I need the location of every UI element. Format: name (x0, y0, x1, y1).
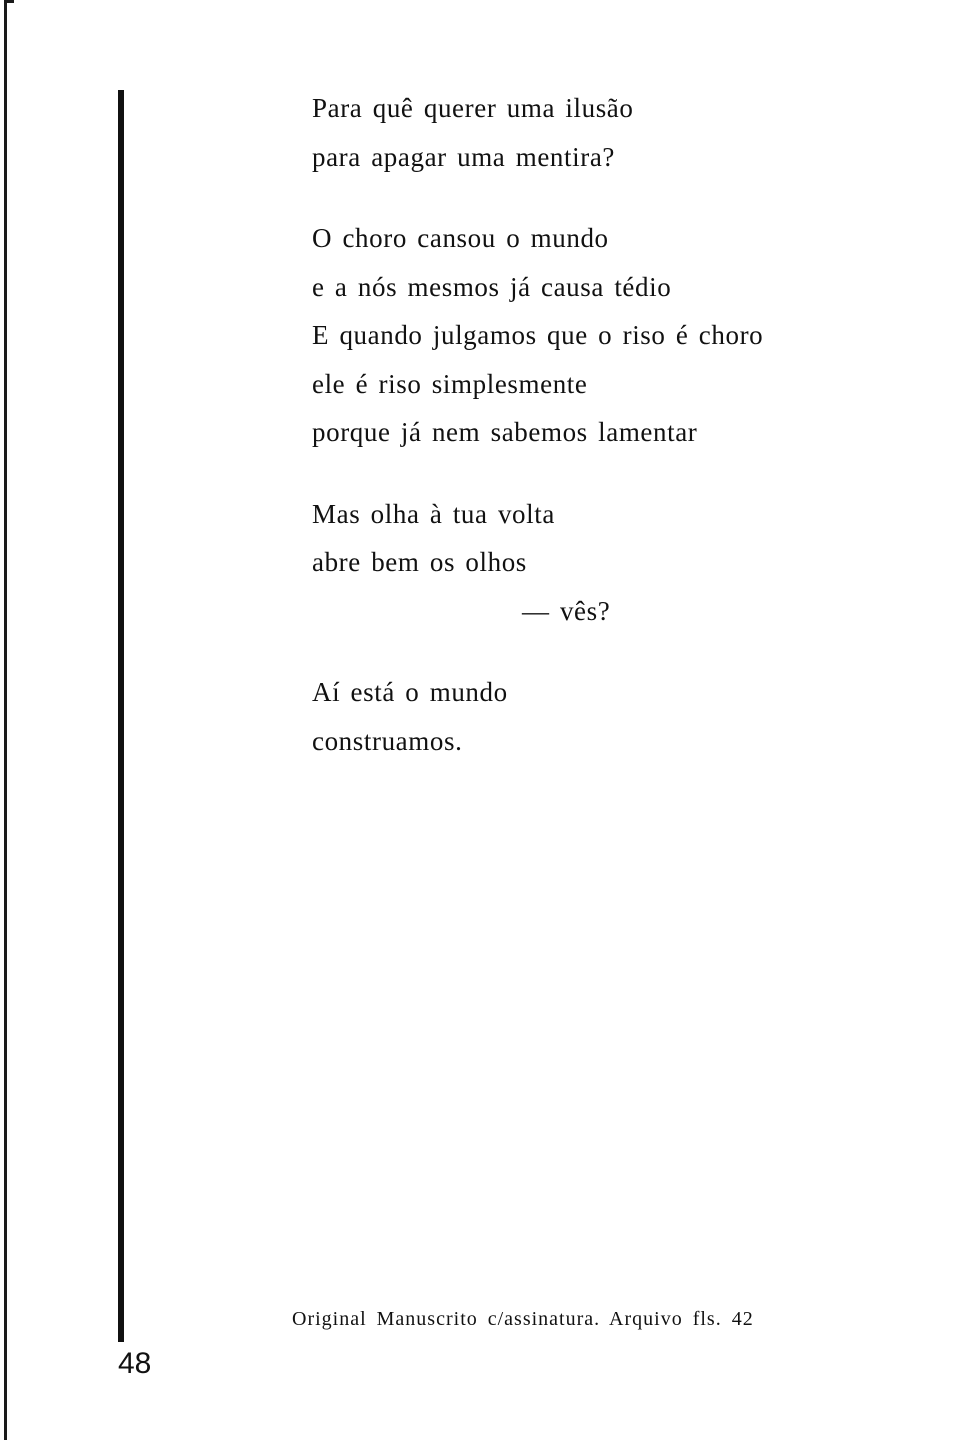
stanza-3 (312, 490, 872, 636)
poem-line: e a nós mesmos já causa tédio (312, 271, 672, 302)
source-footnote: Original Manuscrito c/assinatura. Arquivo fls. 42 (292, 1308, 754, 1330)
poem-line: E quando julgamos que o riso é choro (312, 320, 764, 350)
poem-line: Aí está o mundo (312, 677, 508, 707)
poem (312, 84, 872, 798)
scan-edge-tick (4, 0, 14, 3)
poem-line-indented: — vês? (522, 595, 611, 626)
scan-edge-line (4, 0, 7, 1440)
poem-line: ele é riso simplesmente (312, 368, 588, 399)
poem-line: porque já nem sabemos lamentar (312, 417, 698, 447)
poem-line: O choro cansou o mundo (312, 223, 609, 253)
margin-bar (118, 90, 124, 1342)
poem-line: para apagar uma mentira? (312, 141, 615, 172)
page-number: 48 (118, 1347, 152, 1380)
stanza-4 (312, 668, 872, 765)
stanza-2 (312, 214, 872, 457)
stanza-1 (312, 84, 872, 181)
poem-line: Mas olha à tua volta (312, 498, 555, 529)
poem-line: abre bem os olhos (312, 547, 527, 577)
poem-line: Para quê querer uma ilusão (312, 93, 634, 123)
poem-line: construamos. (312, 725, 463, 756)
